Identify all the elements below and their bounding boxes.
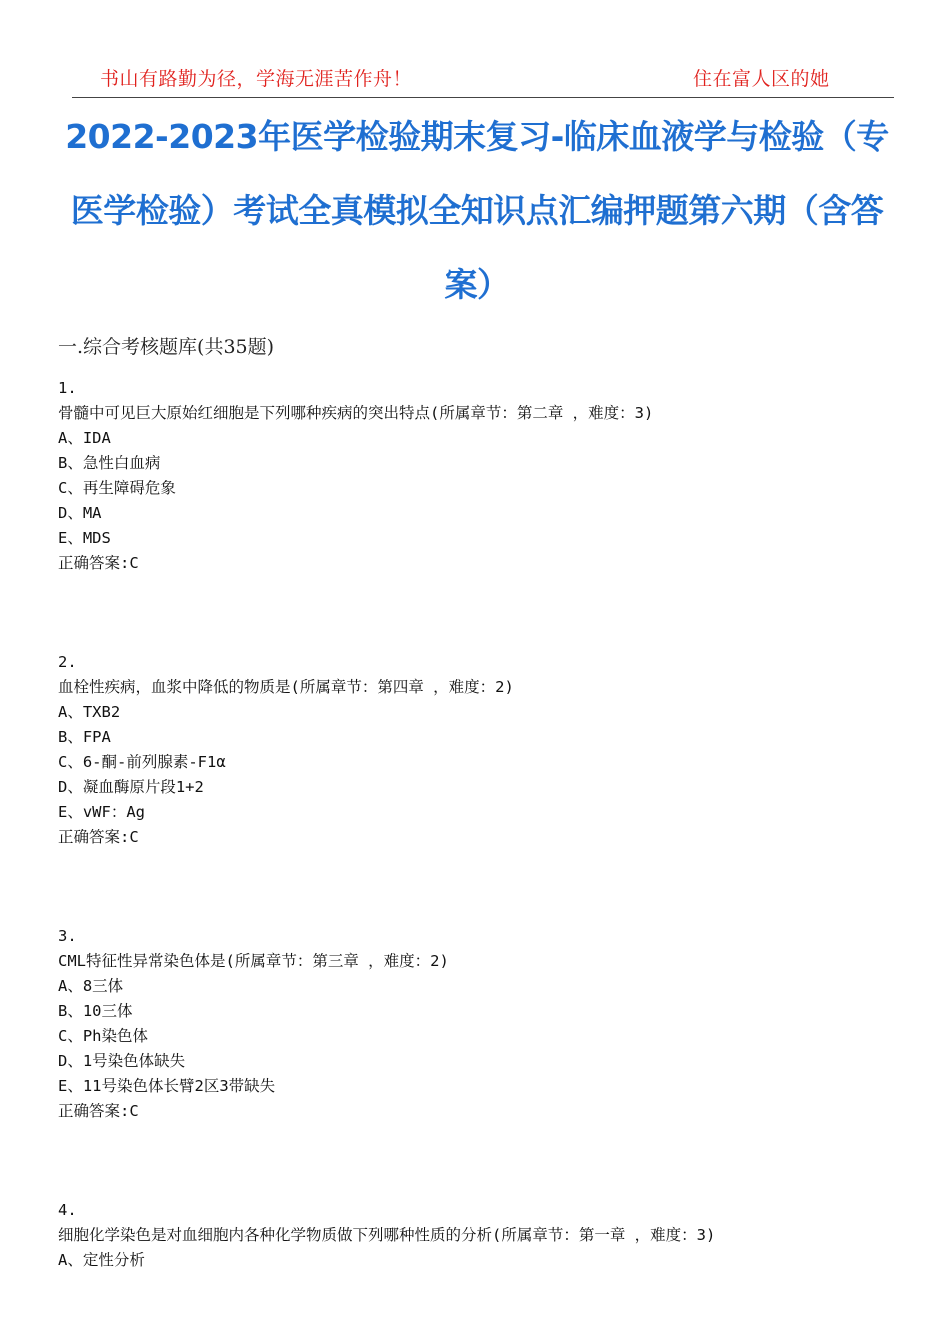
option-b: B、FPA: [58, 728, 111, 746]
option-e: E、MDS: [58, 529, 111, 547]
option-d: D、凝血酶原片段1+2: [58, 778, 204, 796]
option-c: C、6-酮-前列腺素-F1α: [58, 753, 226, 771]
question-item: [58, 650, 898, 850]
question-text: 细胞化学染色是对血细胞内各种化学物质做下列哪种性质的分析(所属章节：第一章 ，难度：3): [58, 1226, 716, 1244]
option-e: E、11号染色体长臂2区3带缺失: [58, 1077, 276, 1095]
option-a: A、8三体: [58, 977, 124, 995]
option-b: B、10三体: [58, 1002, 133, 1020]
option-a: A、定性分析: [58, 1251, 145, 1269]
option-a: A、IDA: [58, 429, 111, 447]
correct-answer: 正确答案:C: [58, 554, 139, 572]
question-item: [58, 376, 898, 576]
header-author: 住在富人区的她: [693, 68, 830, 90]
section-heading: 一.综合考核题库(共35题): [58, 336, 275, 358]
option-c: C、再生障碍危象: [58, 479, 176, 497]
question-list: [58, 376, 898, 1273]
option-e: E、vWF：Ag: [58, 803, 145, 821]
document-title: 2022-2023年医学检验期末复习-临床血液学与检验（专医学检验）考试全真模拟全知识点汇编押题第六期（含答案）: [65, 117, 889, 304]
question-number: 1.: [58, 379, 77, 397]
question-number: 3.: [58, 927, 77, 945]
correct-answer: 正确答案:C: [58, 1102, 139, 1120]
header-divider: [72, 97, 894, 98]
question-text: 骨髓中可见巨大原始红细胞是下列哪种疾病的突出特点(所属章节：第二章 ，难度：3): [58, 404, 654, 422]
question-number: 2.: [58, 653, 77, 671]
correct-answer: 正确答案:C: [58, 828, 139, 846]
question-text: CML特征性异常染色体是(所属章节：第三章 ，难度：2): [58, 952, 449, 970]
option-d: D、MA: [58, 504, 102, 522]
header-motto: 书山有路勤为径，学海无涯苦作舟！: [100, 68, 413, 90]
option-c: C、Ph染色体: [58, 1027, 148, 1045]
option-d: D、1号染色体缺失: [58, 1052, 186, 1070]
question-text: 血栓性疾病，血浆中降低的物质是(所属章节：第四章 ，难度：2): [58, 678, 514, 696]
question-item: [58, 924, 898, 1124]
page-header: [0, 62, 950, 98]
option-b: B、急性白血病: [58, 454, 161, 472]
option-a: A、TXB2: [58, 703, 121, 721]
question-number: 4.: [58, 1201, 77, 1219]
question-item: [58, 1198, 898, 1273]
